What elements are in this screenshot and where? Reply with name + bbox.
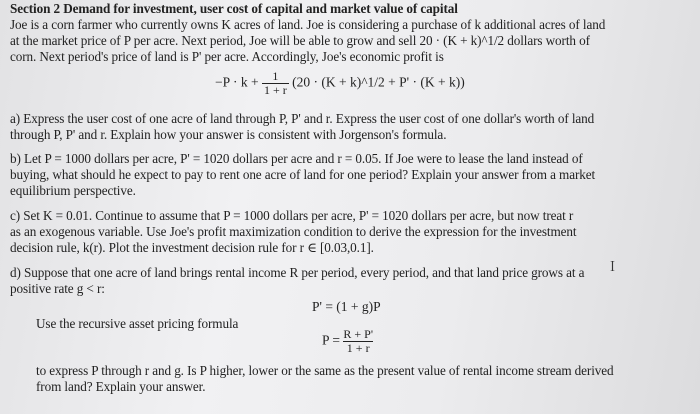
text-cursor-icon: Ｉ [606,260,620,275]
profit-equation [215,70,465,97]
part-c-line: decision rule, k(r). Plot the investment decision rule for r ∈ [0.03,0.1]. [10,240,374,255]
part-d-line: positive rate g < r: [10,281,105,296]
profit-fraction [262,70,289,97]
closing-line: to express P through r and g. Is P higher, lower or the same as the present value of rental income stream derived [36,363,614,378]
part-b-line: buying, what should he expect to pay to rent one acre of land for one period? Explain your answer from a market [10,167,596,182]
part-a-line: through P, P' and r. Explain how your answer is consistent with Jorgenson's formula. [10,127,447,142]
part-b-line: equilibrium perspective. [10,183,136,198]
part-b-line: b) Let P = 1000 dollars per acre, P' = 1020 dollars per acre and r = 0.05. If Joe were to lease the land instead of [10,151,583,166]
pricing-fraction [343,328,373,355]
part-c-line: as an exogenous variable. Use Joe's profit maximization condition to derive the expression for the investment [10,224,577,239]
intro-line: Joe is a corn farmer who currently owns K acres of land. Joe is considering a purchase of k additional acres of land [10,17,606,32]
pricing-equation-lhs: P = [322,332,340,348]
part-c-line: c) Set K = 0.01. Continue to assume that P = 1000 dollars per acre, P' = 1020 dollars per acre, but now treat r [10,208,574,223]
part-a-line: a) Express the user cost of one acre of land through P, P' and r. Express the user cost of one dollar's worth of land [10,111,595,126]
part-d-line: d) Suppose that one acre of land brings rental income R per period, every period, and that land price grows at a [10,265,585,280]
intro-line: at the market price of P per acre. Next period, Joe will be able to grow and sell 20 · (K + k)^1/2 dollars worth of [10,33,590,48]
pricing-fraction-numerator: R + P' [343,327,373,341]
growth-equation: P' = (1 + g)P [312,299,381,314]
section-title: Section 2 Demand for investment, user cost of capital and market value of capital [10,1,458,16]
pricing-fraction-denominator: 1 + r [343,341,373,355]
profit-equation-lead: −P · k + [215,74,259,90]
intro-line: corn. Next period's price of land is P' per acre. Accordingly, Joe's economic profit is [10,49,444,64]
profit-equation-body: (20 · (K + k)^1/2 + P' · (K + k)) [292,74,465,90]
recursive-label: Use the recursive asset pricing formula [36,316,239,331]
closing-line: from land? Explain your answer. [36,379,206,394]
profit-fraction-denominator: 1 + r [263,83,287,97]
pricing-equation [322,328,373,355]
profit-fraction-numerator: 1 [272,69,279,83]
